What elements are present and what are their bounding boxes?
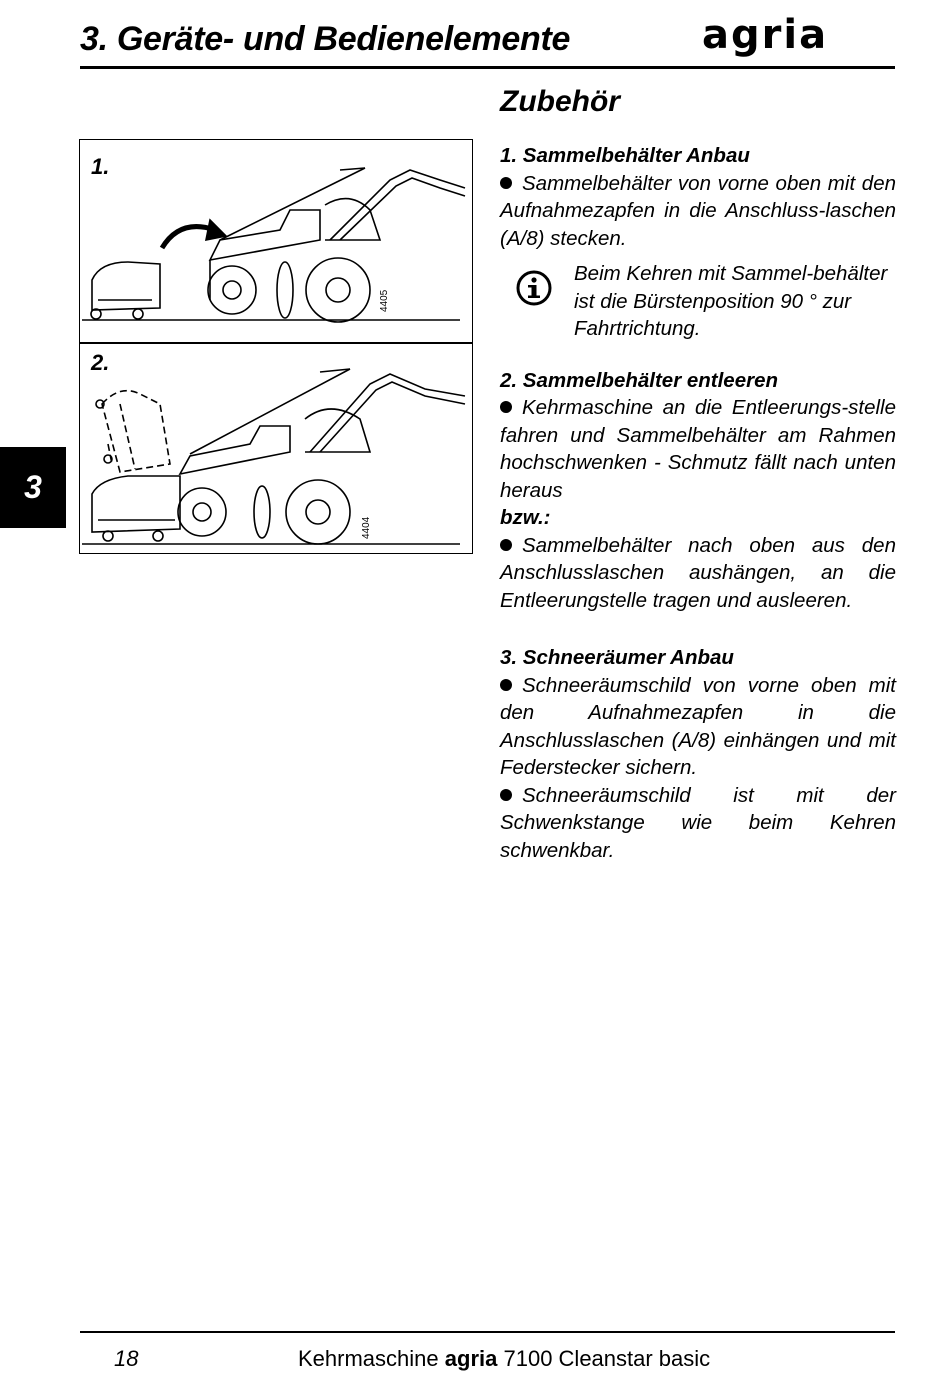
bullet-icon xyxy=(500,679,512,691)
item-2-bullet-2: Sammelbehälter nach oben aus den Anschlusslaschen aushängen, an die Entleerungstelle tragen und ausleeren. xyxy=(500,533,896,612)
page-number: 18 xyxy=(114,1346,139,1371)
figure-2-illustration xyxy=(80,344,471,552)
bullet-icon xyxy=(500,177,512,189)
figure-1-label: 1. xyxy=(91,154,110,179)
item-3-bullet-1: Schneeräumschild von vorne oben mit den Aufnahmezapfen in die Anschlusslaschen (A/8) einhängen und mit Federstecker sichern. xyxy=(500,673,896,779)
item-2-heading: 2. Sammelbehälter entleeren xyxy=(500,368,779,392)
figure-2-label: 2. xyxy=(91,350,110,375)
info-icon xyxy=(516,270,552,306)
page-header-title: 3. Geräte- und Bedienelemente xyxy=(80,20,571,58)
text-column xyxy=(500,82,896,864)
item-2-bullet-1: Kehrmaschine an die Entleerungs-stelle fahren und Sammelbehälter am Rahmen hochschwenken - Schmutz fällt nach unten heraus xyxy=(500,396,896,502)
figure-1-illustration xyxy=(80,140,471,340)
svg-text:agria: agria xyxy=(702,12,829,58)
figure-box xyxy=(79,139,473,554)
section-title: Zubehör xyxy=(500,85,620,118)
figure-1-code: 4405 xyxy=(379,289,390,312)
footer-brand: agria xyxy=(444,1346,498,1371)
bullet-icon xyxy=(500,539,512,551)
chapter-tab[interactable]: 3 xyxy=(0,447,66,528)
agria-logo xyxy=(700,8,870,58)
item-2-or-label: bzw.: xyxy=(500,506,551,529)
info-note: Beim Kehren mit Sammel-behälter ist die Bürstenposition 90 ° zur Fahrtrichtung. xyxy=(500,260,896,343)
header-rule xyxy=(80,66,895,69)
item-1-bullet: Sammelbehälter von vorne oben mit den Aufnahmezapfen in die Anschluss-laschen (A/8) stecken. xyxy=(500,171,896,250)
item-3-heading: 3. Schneeräumer Anbau xyxy=(500,646,734,669)
figure-2-code: 4404 xyxy=(361,516,372,539)
bullet-icon xyxy=(500,789,512,801)
bullet-icon xyxy=(500,401,512,413)
footer-title: Kehrmaschine agria 7100 Cleanstar basic xyxy=(298,1346,711,1371)
item-3-bullet-2: Schneeräumschild ist mit der Schwenkstange wie beim Kehren schwenkbar. xyxy=(500,783,896,862)
footer-rule xyxy=(80,1331,895,1333)
item-1-heading: 1. Sammelbehälter Anbau xyxy=(500,144,750,167)
